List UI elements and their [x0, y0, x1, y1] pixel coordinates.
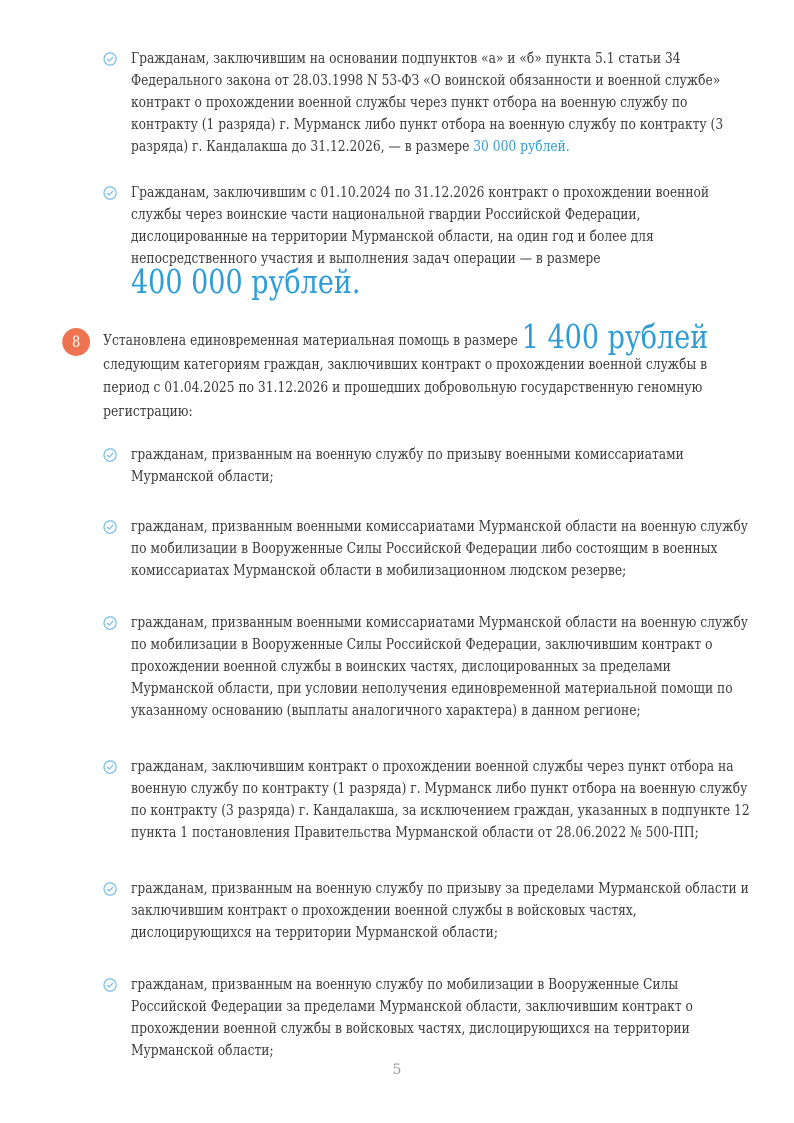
- bullet-text: гражданам, призванным на военную службу по призыву за пределами Мурманской области и заключившим контракт о прохождении военной службы в войсковых частях, дислоцирующихся на территории Мурманской области;: [130, 879, 749, 941]
- bullet-text: гражданам, призванным военными комиссариатами Мурманской области на военную службу по мобилизации в Вооруженные Силы Российской Федерации, заключившим контракт о прохождении военной службы в воинских частях, дислоцированных за пределами Мурманской области, при условии неполучения единовременной материальной помощи по указанному основанию (выплаты аналогичного характера) в данном регионе;: [130, 613, 749, 719]
- list-item: [103, 443, 794, 487]
- amount-highlight-large: 400 000 рублей.: [130, 262, 361, 301]
- bullet-text: гражданам, призванным военными комиссариатами Мурманской области на военную службу по мобилизации в Вооруженные Силы Российской Федерации либо состоящим в военных комиссариатах Мурманской области в мобилизационном людском резерве;: [130, 517, 749, 579]
- bullet-body: Гражданам, заключившим с 01.10.2024 по 31.12.2026 контракт о прохождении военной службы через воинские части национальной гвардии Российской Федерации, дислоцированные на территории Мурманской области, на один год и более для непосредственного участия и выполнения задач операции — в размере: [130, 183, 710, 267]
- bullet-text: [130, 181, 750, 301]
- check-circle-icon: [103, 977, 117, 1061]
- check-circle-icon: [103, 759, 117, 843]
- bullet-text: гражданам, призванным на военную службу по мобилизации в Вооруженные Силы Российской Федерации за пределами Мурманской области, заключившим контракт о прохождении военной службы в войсковых частях, дислоцирующихся на территории Мурманской области;: [130, 975, 693, 1059]
- bullet-body: Гражданам, заключившим на основании подпунктов «а» и «б» пункта 5.1 статьи 34 Федерального закона от 28.03.1998 N 53-ФЗ «О воинской обязанности и военной службе» контракт о прохождении военной службы через пункт отбора на военную службу по контракту (1 разряда) г. Мурманск либо пункт отбора на военную службу по контракту (3 разряда) г. Кандалакша до 31.12.2026, — в размере: [130, 49, 724, 155]
- section-paragraph: [71, 317, 722, 423]
- bullet-text: гражданам, призванным на военную службу по призыву военными комиссариатами Мурманской области;: [130, 445, 684, 485]
- section-tail: следующим категориям граждан, заключивших контракт о прохождении военной службы в период с 01.04.2025 по 31.12.2026 и прошедших добровольную государственную геномную регистрацию:: [103, 354, 708, 420]
- list-item: [103, 47, 794, 157]
- check-circle-icon: [103, 185, 117, 296]
- amount-highlight-large: 1 400 рублей: [521, 317, 709, 356]
- list-item: [103, 973, 794, 1061]
- list-item: [103, 877, 794, 943]
- list-item: [103, 611, 794, 721]
- check-circle-icon: [103, 51, 117, 157]
- check-circle-icon: [103, 881, 117, 943]
- amount-highlight: 30 000 рублей.: [473, 137, 570, 155]
- check-circle-icon: [103, 519, 117, 581]
- list-item: [103, 755, 794, 843]
- bullet-text: [131, 47, 750, 157]
- check-circle-icon: [103, 447, 117, 487]
- list-item: [103, 515, 794, 581]
- list-item: [103, 181, 794, 301]
- bullet-text: гражданам, заключившим контракт о прохождении военной службы через пункт отбора на военную службу по контракту (1 разряда) г. Мурманск либо пункт отбора на военную службу по контракту (3 разряда) г. Кандалакша, за исключением граждан, указанных в подпункте 12 пункта 1 постановления Правительства Мурманской области от 28.06.2022 № 500-ПП;: [130, 757, 750, 841]
- section-lead: Установлена единовременная материальная помощь в размере: [103, 331, 518, 349]
- section-number-badge: 8: [62, 328, 90, 356]
- page-number: 5: [392, 1062, 402, 1078]
- check-circle-icon: [103, 615, 117, 721]
